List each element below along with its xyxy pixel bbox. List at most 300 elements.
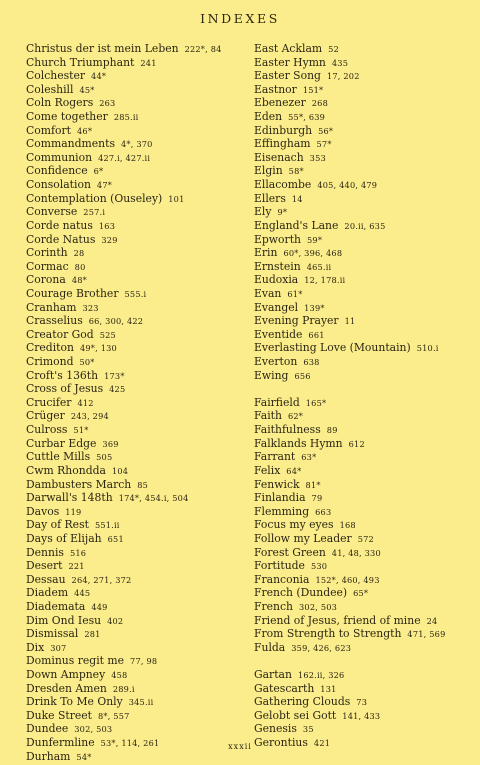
hymn-numbers: 45* — [79, 84, 95, 95]
hymn-numbers: 81* — [305, 479, 321, 490]
index-entry — [254, 614, 478, 628]
page-number: xxxii — [228, 742, 252, 751]
index-entry — [26, 301, 248, 315]
hymn-numbers: 572 — [357, 533, 374, 544]
index-entry — [254, 409, 478, 423]
hymn-numbers: 551.ii — [94, 520, 120, 531]
index-entry — [26, 573, 248, 587]
hymn-numbers: 101 — [168, 193, 185, 204]
tune-name: Crasselius — [26, 314, 83, 328]
hymn-numbers: 79 — [311, 493, 323, 504]
hymn-numbers: 8*, 557 — [98, 710, 130, 721]
hymn-numbers: 263 — [99, 98, 116, 109]
hymn-numbers: 64* — [286, 465, 302, 476]
index-entry — [26, 124, 248, 138]
hymn-numbers: 165* — [305, 397, 327, 408]
hymn-numbers: 412 — [77, 397, 94, 408]
index-entry — [254, 600, 478, 614]
hymn-numbers: 163 — [98, 220, 116, 231]
tune-name: Eventide — [254, 327, 303, 341]
index-entry — [254, 491, 478, 505]
index-entry — [26, 314, 248, 328]
tune-name: Cuttle Mills — [26, 450, 91, 464]
tune-name: Commandments — [26, 137, 116, 151]
tune-name: Forest Green — [254, 545, 326, 559]
index-entry — [254, 559, 478, 573]
index-entry — [254, 56, 478, 70]
index-entry — [26, 668, 248, 682]
index-entry — [26, 233, 248, 247]
index-entry — [26, 151, 248, 165]
index-entry — [254, 110, 478, 124]
index-entry — [26, 355, 248, 369]
index-entry — [26, 423, 248, 437]
hymn-numbers: 51* — [73, 425, 89, 436]
hymn-numbers: 285.ii — [113, 112, 139, 123]
tune-name: Corona — [26, 273, 66, 287]
tune-name: Evan — [254, 286, 282, 300]
hymn-numbers: 661 — [308, 329, 325, 340]
tune-name: Eastnor — [254, 82, 297, 96]
index-entry — [26, 96, 248, 110]
tune-name: Fortitude — [254, 559, 305, 573]
tune-name: Croft's 136th — [26, 368, 99, 382]
tune-name: Fulda — [254, 640, 286, 654]
tune-name: Darwall's 148th — [26, 491, 113, 505]
hymn-numbers: 11 — [344, 316, 356, 327]
index-entry — [254, 328, 478, 342]
hymn-numbers: 53*, 114, 261 — [100, 738, 160, 749]
hymn-numbers: 77, 98 — [130, 656, 158, 667]
tune-name: Come together — [26, 110, 108, 124]
hymn-numbers: 530 — [310, 561, 328, 572]
tune-name: Friend of Jesus, friend of mine — [254, 613, 421, 627]
hymn-numbers: 353 — [309, 152, 326, 163]
hymn-numbers: 4*, 370 — [121, 139, 153, 150]
index-entry — [26, 464, 248, 478]
hymn-numbers: 44* — [91, 71, 107, 82]
tune-name: Genesis — [254, 722, 297, 736]
hymn-numbers: 651 — [107, 533, 124, 544]
index-entry — [26, 192, 248, 206]
hymn-numbers: 89 — [326, 425, 338, 436]
tune-name: Felix — [254, 463, 281, 477]
tune-name: French (Dundee) — [254, 586, 348, 600]
index-entry — [254, 369, 478, 383]
tune-name: Crüger — [26, 409, 65, 423]
hymn-numbers: 85 — [137, 479, 149, 490]
index-entry — [254, 205, 478, 219]
hymn-numbers: 50* — [79, 357, 95, 368]
tune-name: Farrant — [254, 450, 296, 464]
index-entry — [254, 641, 478, 655]
index-entry — [254, 314, 478, 328]
hymn-numbers: 35 — [302, 724, 314, 735]
hymn-numbers: 41, 48, 330 — [331, 547, 381, 558]
hymn-numbers: 449 — [91, 601, 108, 612]
index-entry — [254, 341, 478, 355]
tune-name: Finlandia — [254, 491, 306, 505]
hymn-numbers: 174*, 454.i, 504 — [118, 493, 189, 504]
hymn-numbers: 505 — [96, 452, 113, 463]
hymn-numbers: 55*, 639 — [288, 112, 326, 123]
index-entry — [254, 151, 478, 165]
index-entry — [26, 695, 248, 709]
index-entry — [254, 505, 478, 519]
hymn-numbers: 222*, 84 — [184, 44, 222, 54]
hymn-numbers: 168 — [339, 520, 356, 531]
tune-name: Ewing — [254, 368, 289, 382]
hymn-numbers: 65* — [353, 588, 369, 599]
hymn-numbers: 516 — [69, 547, 87, 558]
index-entry — [254, 42, 478, 56]
hymn-numbers: 289.i — [112, 683, 135, 694]
hymn-numbers: 80 — [74, 261, 86, 272]
hymn-numbers: 54* — [76, 751, 92, 762]
tune-name: Flemming — [254, 504, 310, 518]
tune-name: Focus my eyes — [254, 518, 334, 532]
tune-name: Ernstein — [254, 259, 301, 273]
index-entry — [254, 260, 478, 274]
hymn-numbers: 73 — [356, 697, 368, 708]
hymn-numbers: 61* — [287, 288, 303, 299]
index-entry — [254, 355, 478, 369]
index-entry — [26, 750, 248, 764]
hymn-numbers: 656 — [294, 370, 311, 381]
index-entry — [26, 260, 248, 274]
index-entry — [26, 600, 248, 614]
index-entry — [254, 532, 478, 546]
hymn-numbers: 445 — [74, 588, 91, 599]
index-entry — [254, 219, 478, 233]
tune-name: Down Ampney — [26, 668, 106, 682]
tune-name: Dunfermline — [26, 736, 95, 750]
index-entry — [254, 287, 478, 301]
hymn-numbers: 151* — [302, 84, 324, 95]
tune-name: Ellacombe — [254, 178, 312, 192]
hymn-numbers: 458 — [111, 670, 128, 681]
index-entry — [26, 137, 248, 151]
tune-name: Elgin — [254, 164, 283, 178]
hymn-numbers: 369 — [102, 438, 119, 449]
index-entry — [26, 478, 248, 492]
tune-name: Gathering Clouds — [254, 695, 351, 709]
index-entry — [26, 341, 248, 355]
letter-group-gap — [254, 382, 478, 396]
tune-name: Dim Ond Iesu — [26, 613, 102, 627]
tune-name: Comfort — [26, 123, 71, 137]
tune-name: Gartan — [254, 668, 292, 682]
hymn-numbers: 66, 300, 422 — [88, 316, 144, 327]
index-entry — [254, 83, 478, 97]
index-entry — [254, 518, 478, 532]
tune-name: Fenwick — [254, 477, 300, 491]
tune-name: Franconia — [254, 572, 310, 586]
tune-name: Dundee — [26, 722, 69, 736]
tune-name: Gerontius — [254, 736, 308, 750]
tune-name: Epworth — [254, 232, 301, 246]
hymn-numbers: 49*, 130 — [79, 343, 117, 354]
hymn-numbers: 63* — [301, 452, 317, 463]
index-entry — [26, 287, 248, 301]
index-entry — [254, 301, 478, 315]
tune-name: Crediton — [26, 341, 74, 355]
tune-name: Erin — [254, 246, 278, 260]
hymn-numbers: 6* — [93, 166, 104, 177]
index-entry — [254, 396, 478, 410]
tune-name: Dessau — [26, 572, 66, 586]
index-entry — [26, 396, 248, 410]
index-entry — [26, 273, 248, 287]
hymn-numbers: 323 — [82, 302, 99, 313]
tune-name: French — [254, 599, 293, 613]
tune-name: Evangel — [254, 300, 299, 314]
index-entry — [26, 641, 248, 655]
hymn-numbers: 302, 503 — [299, 601, 338, 612]
index-page-header: INDEXES — [200, 11, 280, 26]
hymn-numbers: 131 — [320, 683, 337, 694]
hymn-numbers: 152*, 460, 493 — [315, 574, 380, 585]
index-entry — [254, 192, 478, 206]
hymn-numbers: 525 — [99, 329, 116, 340]
tune-name: Corde natus — [26, 218, 93, 232]
tune-name: Eudoxia — [254, 273, 299, 287]
tune-name: Creator God — [26, 327, 94, 341]
hymn-numbers: 302, 503 — [74, 724, 113, 735]
index-entry — [254, 709, 478, 723]
tune-name: Day of Rest — [26, 518, 89, 532]
index-entry — [26, 505, 248, 519]
hymn-numbers: 47* — [96, 180, 113, 191]
hymn-numbers: 421 — [313, 738, 331, 749]
index-entry — [26, 614, 248, 628]
tune-name: Cranham — [26, 300, 77, 314]
hymn-numbers: 59* — [307, 234, 323, 245]
hymn-numbers: 20.ii, 635 — [344, 220, 386, 231]
tune-name: England's Lane — [254, 218, 339, 232]
hymn-numbers: 52 — [328, 44, 339, 54]
index-entry — [254, 96, 478, 110]
tune-name: Ellers — [254, 191, 286, 205]
hymn-numbers: 329 — [101, 234, 118, 245]
tune-name: From Strength to Strength — [254, 627, 402, 641]
tune-name: Easter Song — [254, 69, 321, 83]
index-entry — [254, 164, 478, 178]
tune-name: Crucifer — [26, 395, 72, 409]
index-entry — [26, 219, 248, 233]
tune-name: Ely — [254, 205, 272, 219]
tune-name: Crimond — [26, 355, 74, 369]
hymn-numbers: 268 — [311, 98, 328, 109]
hymn-numbers: 264, 271, 372 — [71, 574, 132, 585]
index-entry — [26, 205, 248, 219]
index-entry — [254, 627, 478, 641]
hymn-numbers: 402 — [107, 615, 124, 626]
index-entry — [26, 83, 248, 97]
tune-name: Dresden Amen — [26, 681, 107, 695]
hymn-numbers: 139* — [304, 302, 325, 313]
tune-name: Dismissal — [26, 627, 79, 641]
hymn-numbers: 221 — [68, 561, 85, 572]
index-entry — [26, 586, 248, 600]
index-entry — [26, 532, 248, 546]
index-entry — [254, 423, 478, 437]
hymn-numbers: 465.ii — [306, 261, 332, 272]
tune-name: Ebenezer — [254, 96, 306, 110]
tune-name: Contemplation (Ouseley) — [26, 191, 163, 205]
hymn-numbers: 345.ii — [128, 697, 154, 708]
index-column-right — [254, 42, 478, 750]
index-entry — [254, 546, 478, 560]
tune-name: Corinth — [26, 246, 68, 260]
hymn-numbers: 57* — [316, 139, 332, 150]
index-entry — [254, 722, 478, 736]
tune-name: Davos — [26, 504, 60, 518]
hymn-numbers: 58* — [288, 166, 304, 177]
tune-name: Eisenach — [254, 150, 304, 164]
hymn-numbers: 281 — [84, 629, 101, 640]
hymn-numbers: 56* — [318, 125, 334, 136]
tune-name: Church Triumphant — [26, 55, 135, 69]
index-entry — [26, 518, 248, 532]
index-entry — [254, 137, 478, 151]
index-entry — [254, 586, 478, 600]
tune-name: Diademata — [26, 599, 86, 613]
hymn-numbers: 173* — [104, 370, 125, 381]
tune-name: Cormac — [26, 259, 69, 273]
index-entry — [254, 450, 478, 464]
tune-name: Confidence — [26, 164, 88, 178]
hymn-numbers: 241 — [140, 57, 157, 68]
tune-name: Converse — [26, 205, 78, 219]
hymn-numbers: 62* — [287, 411, 304, 422]
hymn-numbers: 257.i — [83, 207, 106, 218]
hymn-numbers: 48* — [71, 275, 87, 286]
tune-name: Durham — [26, 749, 71, 763]
hymn-numbers: 663 — [315, 506, 332, 517]
index-entry — [26, 246, 248, 260]
index-entry — [26, 437, 248, 451]
hymn-numbers: 119 — [65, 506, 82, 517]
index-entry — [254, 69, 478, 83]
index-entry — [26, 42, 248, 56]
index-entry — [26, 450, 248, 464]
tune-name: Faith — [254, 409, 282, 423]
tune-name: Follow my Leader — [254, 531, 352, 545]
tune-name: Culross — [26, 423, 68, 437]
index-entry — [26, 369, 248, 383]
tune-name: Dominus regit me — [26, 654, 125, 668]
hymn-numbers: 12, 178.ii — [304, 275, 346, 286]
index-entry — [26, 164, 248, 178]
index-entry — [254, 178, 478, 192]
tune-name: Diadem — [26, 586, 69, 600]
tune-name: Dennis — [26, 545, 64, 559]
tune-name: Communion — [26, 150, 93, 164]
index-entry — [26, 546, 248, 560]
hymn-numbers: 17, 202 — [326, 71, 360, 82]
index-entry — [26, 654, 248, 668]
tune-name: Cwm Rhondda — [26, 463, 106, 477]
hymn-numbers: 307 — [50, 642, 67, 653]
tune-name: Coln Rogers — [26, 96, 94, 110]
index-entry — [26, 627, 248, 641]
tune-name: Duke Street — [26, 708, 92, 722]
tune-name: East Acklam — [254, 42, 323, 55]
index-column-left — [26, 42, 248, 763]
index-entry — [26, 682, 248, 696]
tune-name: Evening Prayer — [254, 314, 339, 328]
index-entry — [254, 246, 478, 260]
hymn-numbers: 612 — [348, 438, 365, 449]
index-entry — [254, 124, 478, 138]
tune-name: Drink To Me Only — [26, 695, 123, 709]
tune-name: Falklands Hymn — [254, 436, 343, 450]
hymn-numbers: 243, 294 — [70, 411, 109, 422]
hymn-numbers: 405, 440, 479 — [317, 180, 378, 191]
letter-group-gap — [254, 654, 478, 668]
tune-name: Dambusters March — [26, 477, 132, 491]
index-entry — [26, 491, 248, 505]
index-entry — [254, 682, 478, 696]
index-entry — [26, 709, 248, 723]
hymn-numbers: 46* — [77, 125, 93, 136]
hymn-numbers: 638 — [303, 357, 320, 368]
index-entry — [254, 437, 478, 451]
tune-name: Fairfield — [254, 395, 300, 409]
tune-name: Desert — [26, 559, 63, 573]
hymn-numbers: 14 — [291, 193, 303, 204]
index-entry — [26, 559, 248, 573]
tune-name: Dix — [26, 640, 45, 654]
tune-name: Cross of Jesus — [26, 382, 104, 396]
hymn-numbers: 28 — [73, 248, 85, 259]
hymn-numbers: 427.i, 427.ii — [98, 152, 151, 163]
tune-name: Courage Brother — [26, 286, 119, 300]
tune-name: Everton — [254, 355, 298, 369]
hymn-numbers: 104 — [111, 465, 129, 476]
hymn-numbers: 24 — [426, 615, 438, 626]
hymn-numbers: 359, 426, 623 — [291, 642, 352, 653]
tune-name: Gelobt sei Gott — [254, 708, 337, 722]
tune-name: Easter Hymn — [254, 55, 326, 69]
index-entry — [26, 722, 248, 736]
index-entry — [26, 56, 248, 70]
hymn-numbers: 9* — [277, 207, 288, 218]
index-entry — [26, 382, 248, 396]
index-entry — [254, 478, 478, 492]
index-entry — [254, 573, 478, 587]
index-entry — [26, 69, 248, 83]
tune-name: Eden — [254, 110, 283, 124]
tune-name: Effingham — [254, 137, 311, 151]
hymn-numbers: 435 — [331, 57, 349, 68]
index-entry — [26, 328, 248, 342]
hymn-numbers: 162.ii, 326 — [297, 670, 345, 681]
index-entry — [254, 273, 478, 287]
tune-name: Days of Elijah — [26, 531, 102, 545]
tune-name: Faithfulness — [254, 423, 321, 437]
index-entry — [254, 695, 478, 709]
index-entry — [26, 110, 248, 124]
tune-name: Coleshill — [26, 82, 74, 96]
tune-name: Colchester — [26, 69, 86, 83]
hymn-numbers: 425 — [109, 384, 126, 395]
hymn-numbers: 141, 433 — [342, 710, 381, 721]
index-entry — [26, 178, 248, 192]
hymn-numbers: 510.i — [416, 343, 439, 354]
index-entry — [254, 233, 478, 247]
